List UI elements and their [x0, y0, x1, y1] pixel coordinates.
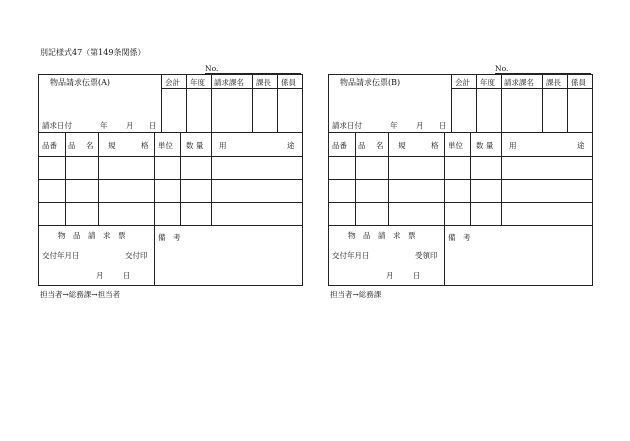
- slip-b-col-spec-2: 格: [431, 141, 439, 150]
- slip-b-col-spec-1: 規: [398, 141, 406, 150]
- slip-a-bottom-month: 月: [96, 271, 104, 280]
- slip-a-date-day: 日: [149, 121, 157, 130]
- slip-b-title: 物品請求伝票(B): [340, 78, 401, 87]
- slip-b-bottom-day: 日: [413, 271, 421, 280]
- slip-b-date-year: 年: [390, 121, 398, 130]
- slip-b-bottom-div: [444, 225, 445, 286]
- slip-a-col-kacho: 課長: [256, 78, 271, 87]
- slip-a-col-seikyu: 請求課名: [214, 78, 244, 87]
- slip-b-col-kakari: 係員: [571, 78, 586, 87]
- slip-a-col-use-1: 用: [219, 141, 227, 150]
- slip-a-bottom-day: 日: [123, 271, 131, 280]
- slip-b-routing: 担当者→総務課: [330, 290, 382, 299]
- slip-b-col-seikyu: 請求課名: [504, 78, 534, 87]
- slip-b-hdr-div: [542, 74, 543, 132]
- slip-a-col-name-1: 品: [68, 141, 76, 150]
- slip-a-col-name-2: 名: [86, 141, 94, 150]
- slip-a-date-prefix: 請求日付: [42, 121, 72, 130]
- slip-a-remarks: 備 考: [158, 233, 181, 242]
- slip-b-date-day: 日: [439, 121, 447, 130]
- slip-a-date-line: 交付年月日: [42, 251, 80, 260]
- slip-a-no-label: No.: [205, 64, 219, 73]
- slip-b-col-name-2: 名: [376, 141, 384, 150]
- slip-b-hdr-sep: [451, 88, 593, 89]
- slip-a-col-kaikei: 会計: [165, 78, 180, 87]
- slip-b-date-month: 月: [416, 121, 424, 130]
- slip-b-row-line: [328, 179, 593, 180]
- slip-b-stamp: 受領印: [415, 251, 438, 260]
- slip-b-hdr-div: [476, 74, 477, 132]
- slip-b-col-kaikei: 会計: [455, 78, 470, 87]
- slip-b-row-line: [328, 225, 593, 226]
- slip-b-col-name-1: 品: [358, 141, 366, 150]
- slip-b-col-use-2: 途: [577, 141, 585, 150]
- slip-b-slip-label: 物 品 請 求 票: [348, 231, 416, 240]
- slip-b-row-line: [328, 202, 593, 203]
- slip-a-slip-label: 物 品 請 求 票: [58, 231, 126, 240]
- slip-b-hdr-div: [501, 74, 502, 132]
- slip-a-routing: 担当者→総務課→担当者: [40, 290, 121, 299]
- slip-a-col-qty: 数 量: [186, 141, 204, 150]
- slip-a-date-year: 年: [100, 121, 108, 130]
- slip-a-col-use-2: 途: [287, 141, 295, 150]
- slip-a-col-nendo: 年度: [190, 78, 205, 87]
- slip-b-col-kacho: 課長: [546, 78, 561, 87]
- slip-b-row-line: [328, 132, 593, 133]
- slip-a-stamp: 交付印: [125, 251, 148, 260]
- slip-b-col-code: 品番: [332, 141, 347, 150]
- slip-a-col-code: 品番: [42, 141, 57, 150]
- slip-a-col-kakari: 係員: [281, 78, 296, 87]
- slip-b-bottom-month: 月: [386, 271, 394, 280]
- slip-b-no-label: No.: [495, 64, 509, 73]
- slip-b-row-line: [328, 156, 593, 157]
- slip-b-hdr-div: [451, 74, 452, 132]
- slip-a-col-spec-1: 規: [108, 141, 116, 150]
- slip-b-col-nendo: 年度: [480, 78, 495, 87]
- slip-a-col-spec-2: 格: [141, 141, 149, 150]
- form-title: 別記様式47（第149条関係）: [40, 48, 146, 57]
- slip-b-col-unit: 単位: [448, 141, 463, 150]
- slip-a-date-month: 月: [126, 121, 134, 130]
- slip-b-date-prefix: 請求日付: [332, 121, 362, 130]
- slip-b-col-qty: 数 量: [476, 141, 494, 150]
- slip-a-title: 物品請求伝票(A): [50, 78, 111, 87]
- slip-b-col-use-1: 用: [509, 141, 517, 150]
- slip-b-date-line: 交付年月日: [332, 251, 370, 260]
- slip-b-hdr-div: [567, 74, 568, 132]
- slip-a-col-unit: 単位: [158, 141, 173, 150]
- slip-b-remarks: 備 考: [448, 233, 471, 242]
